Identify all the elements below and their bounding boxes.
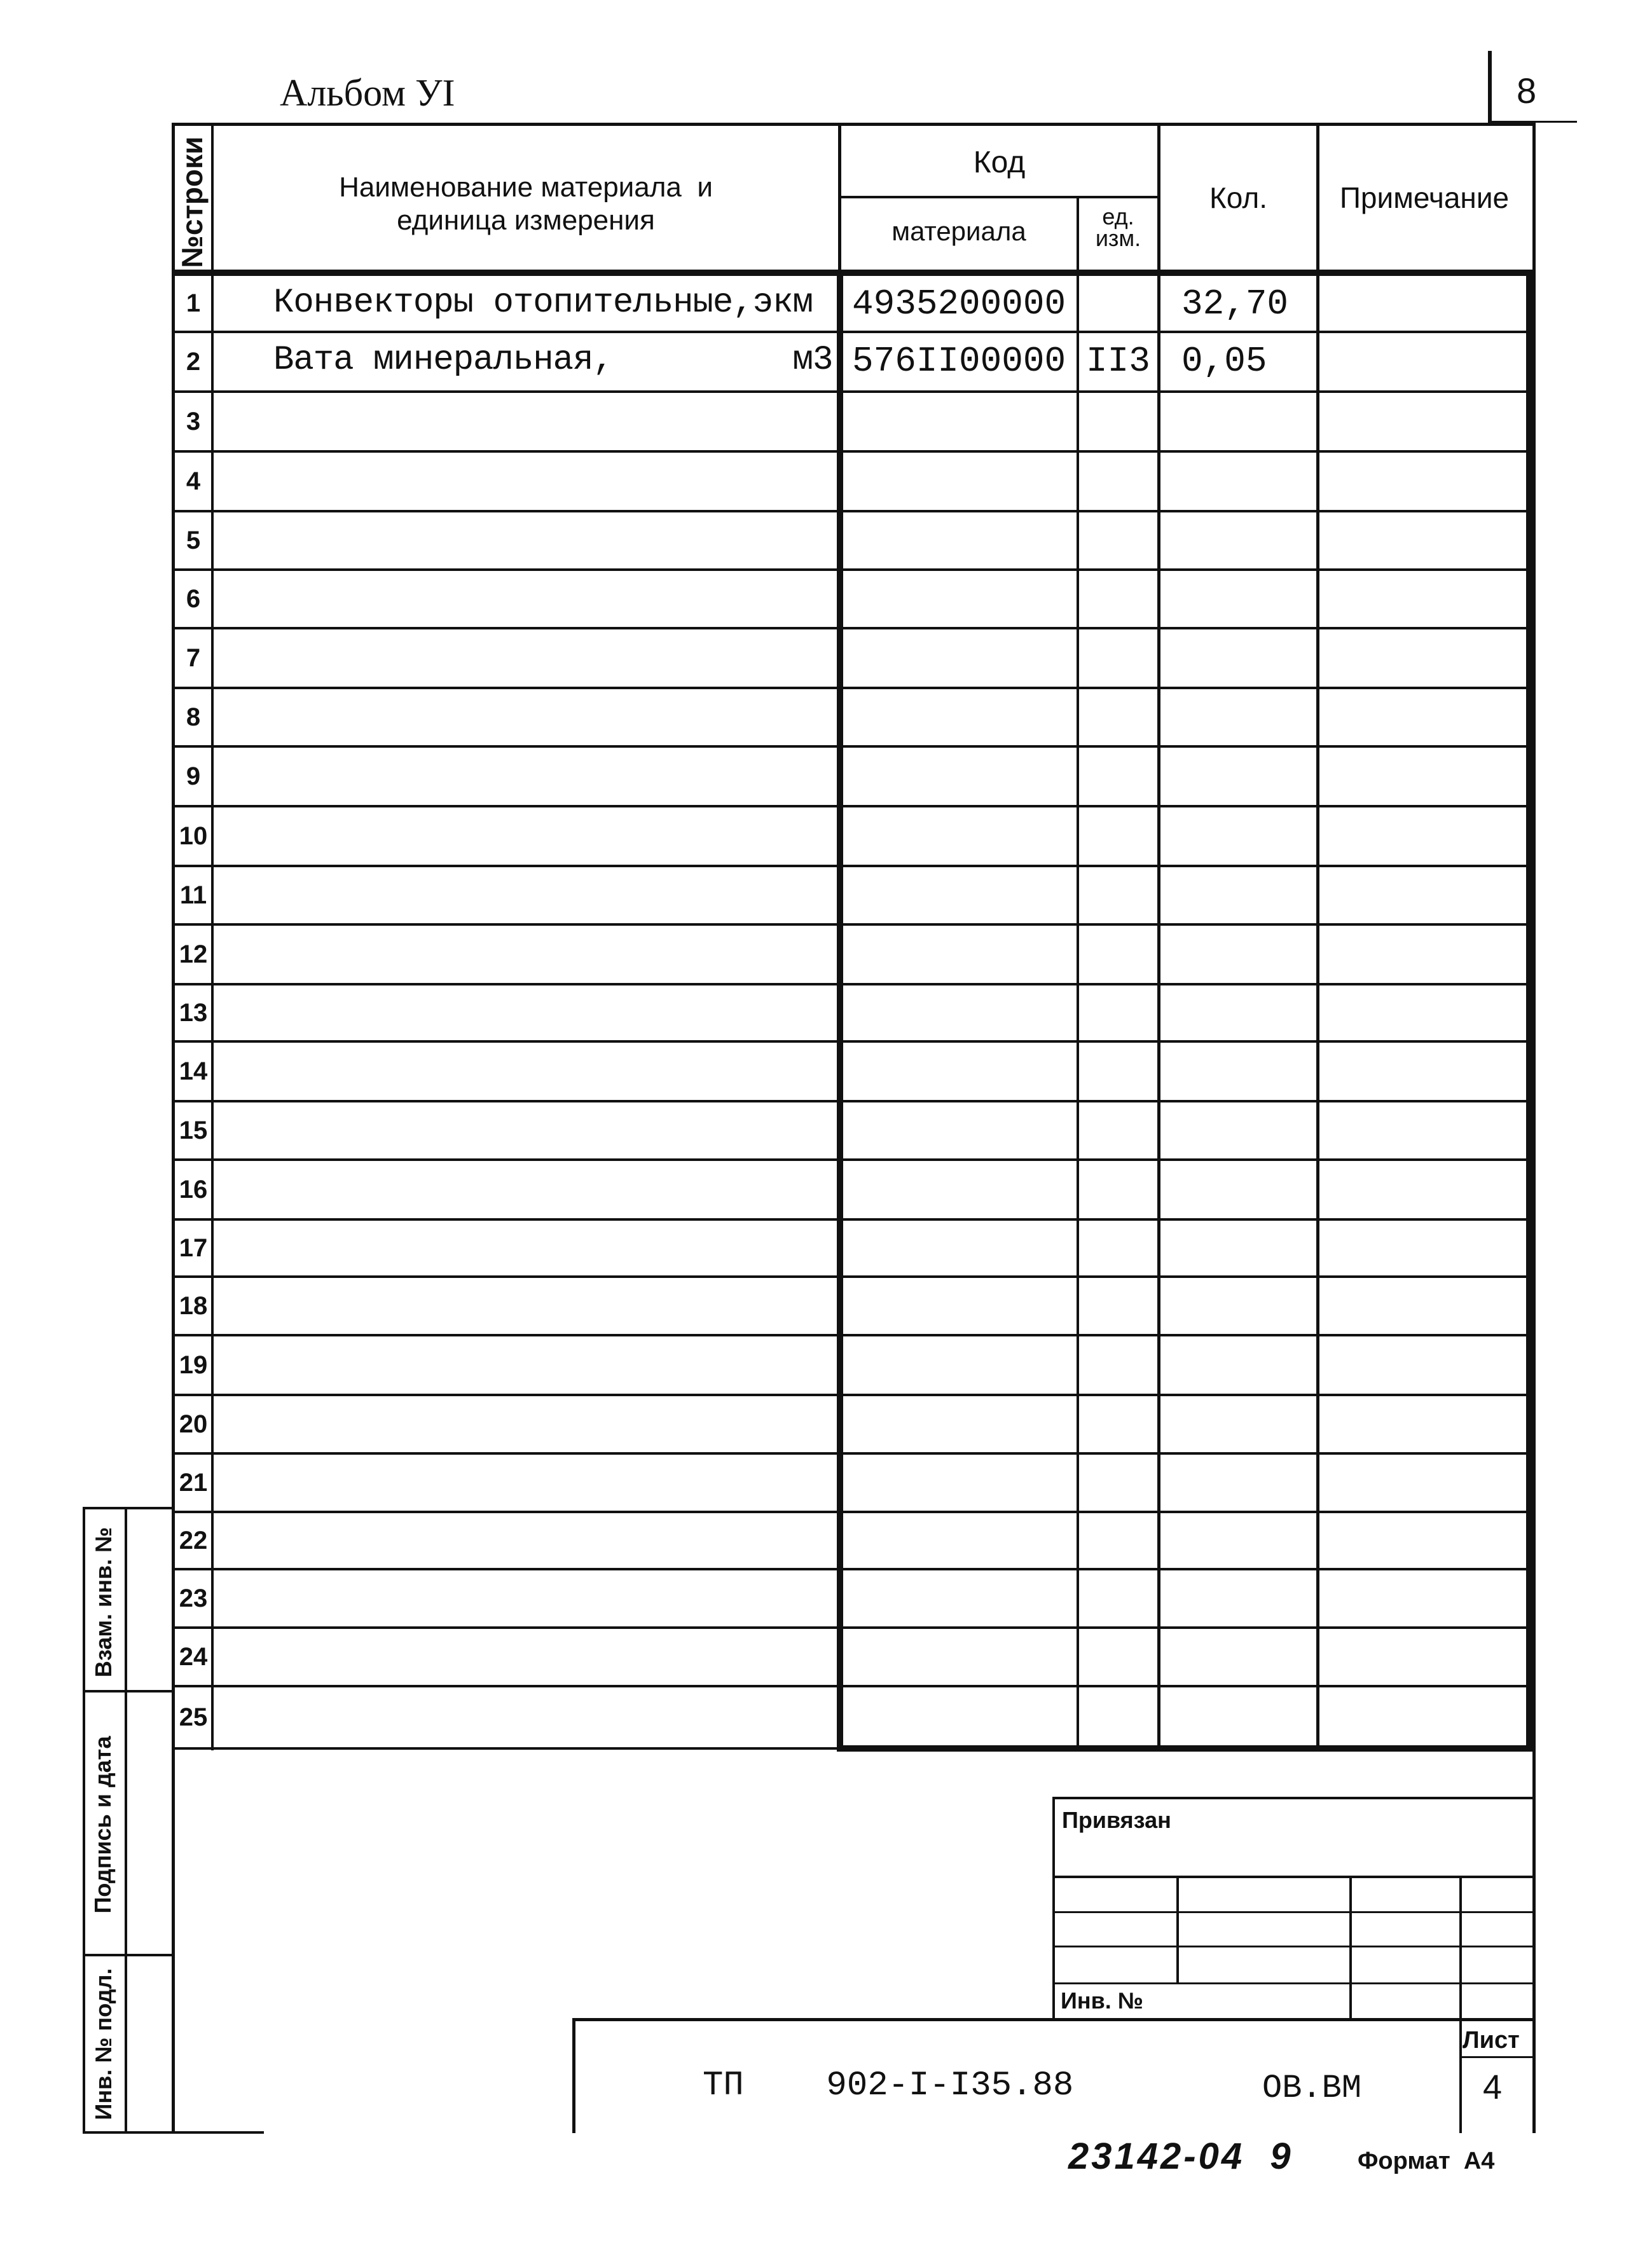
row-rule — [173, 1218, 1535, 1221]
row-number: 20 — [179, 1410, 208, 1438]
row-rule — [173, 745, 1535, 748]
material-name: Вата минеральная, м3 — [273, 341, 833, 380]
row-rule — [173, 510, 1535, 512]
row-rule — [173, 390, 1535, 393]
row-number: 15 — [179, 1116, 208, 1144]
col-row-no-header: №строки — [176, 136, 209, 268]
row-number: 22 — [179, 1527, 208, 1555]
row-number: 1 — [186, 289, 201, 317]
row-number: 5 — [186, 526, 201, 554]
sheet-number: 4 — [1483, 2068, 1503, 2106]
col-name-header-1: Наименование материала и — [339, 172, 713, 203]
row-rule — [173, 1685, 1535, 1687]
page-number-divider — [1488, 51, 1492, 121]
handwritten-number: 23142-04 9 — [1068, 2136, 1293, 2177]
row-number: 10 — [179, 822, 208, 850]
material-code: 576II00000 — [852, 341, 1066, 381]
sheet-label: Лист — [1463, 2027, 1520, 2054]
table-right-border — [1532, 123, 1536, 2133]
row-rule — [173, 331, 1535, 333]
header-bottom-rule — [173, 270, 1535, 276]
stamp-inv-podl: Инв. № подл. — [90, 1968, 116, 2120]
col-name-header-2: единица измерения — [397, 205, 655, 236]
row-number: 17 — [179, 1234, 208, 1262]
row-rule — [173, 1040, 1535, 1043]
album-title: Альбом УI — [280, 72, 455, 114]
row-number: 13 — [179, 999, 208, 1027]
row-number: 6 — [186, 585, 201, 613]
row-rule — [173, 687, 1535, 689]
row-rule — [173, 805, 1535, 807]
row-number: 9 — [186, 762, 201, 790]
row-rule — [173, 1334, 1535, 1336]
row-rule — [173, 1626, 1535, 1629]
row-rule — [173, 627, 1535, 629]
row-number: 11 — [179, 881, 207, 909]
row-rule — [173, 1275, 1535, 1278]
col-code-unit-header-2: изм. — [1095, 225, 1141, 251]
format-label: Формат А4 — [1358, 2148, 1495, 2174]
quantity: 0,05 — [1181, 341, 1267, 381]
col-qty-header: Кол. — [1209, 181, 1267, 214]
document-code: ТП 902-I-I35.88 — [703, 2066, 1074, 2105]
row-rule — [173, 1158, 1535, 1161]
row-number: 4 — [186, 467, 201, 495]
row-number: 14 — [179, 1057, 208, 1085]
row-number: 19 — [179, 1351, 208, 1379]
row-rule — [173, 568, 1535, 571]
quantity: 32,70 — [1181, 284, 1289, 324]
row-number: 8 — [186, 703, 201, 731]
row-number: 12 — [179, 940, 208, 968]
row-rule — [173, 1568, 1535, 1570]
col-code-unit-header-1: ед. — [1102, 203, 1134, 230]
row-number: 21 — [179, 1469, 208, 1497]
unit-code: II3 — [1086, 341, 1150, 381]
row-number: 23 — [179, 1584, 208, 1612]
row-rule — [173, 1100, 1535, 1102]
row-number: 16 — [179, 1176, 208, 1204]
row-number: 7 — [186, 644, 201, 672]
row-rule — [173, 450, 1535, 453]
page-number: 8 — [1517, 71, 1537, 111]
row-rule — [173, 1511, 1535, 1513]
row-rule — [173, 1394, 1535, 1396]
row-rule — [173, 923, 1535, 926]
row-number: 2 — [186, 348, 201, 376]
material-name: Конвекторы отопительные,экм — [273, 284, 813, 322]
stamp-podpis-data: Подпись и дата — [90, 1736, 116, 1914]
document-suffix: ОВ.ВМ — [1262, 2070, 1362, 2107]
row-number: 25 — [179, 1703, 208, 1731]
row-rule — [173, 865, 1535, 867]
stamp-vzam-inv: Взам. инв. № — [90, 1527, 116, 1678]
row-number: 3 — [186, 408, 201, 436]
row-number: 18 — [179, 1292, 208, 1320]
col-note-header: Примечание — [1339, 181, 1510, 214]
row-rule — [173, 1452, 1535, 1455]
row-rule — [173, 1747, 1535, 1750]
col-code-material-header: материала — [891, 216, 1026, 246]
material-code: 4935200000 — [852, 284, 1066, 324]
col-code-header: Код — [973, 146, 1026, 179]
inv-no-label: Инв. № — [1061, 1988, 1143, 2014]
row-rule — [173, 983, 1535, 985]
row-number: 24 — [179, 1643, 208, 1671]
table-top-border — [173, 123, 1535, 126]
privyazan-label: Привязан — [1062, 1807, 1171, 1833]
